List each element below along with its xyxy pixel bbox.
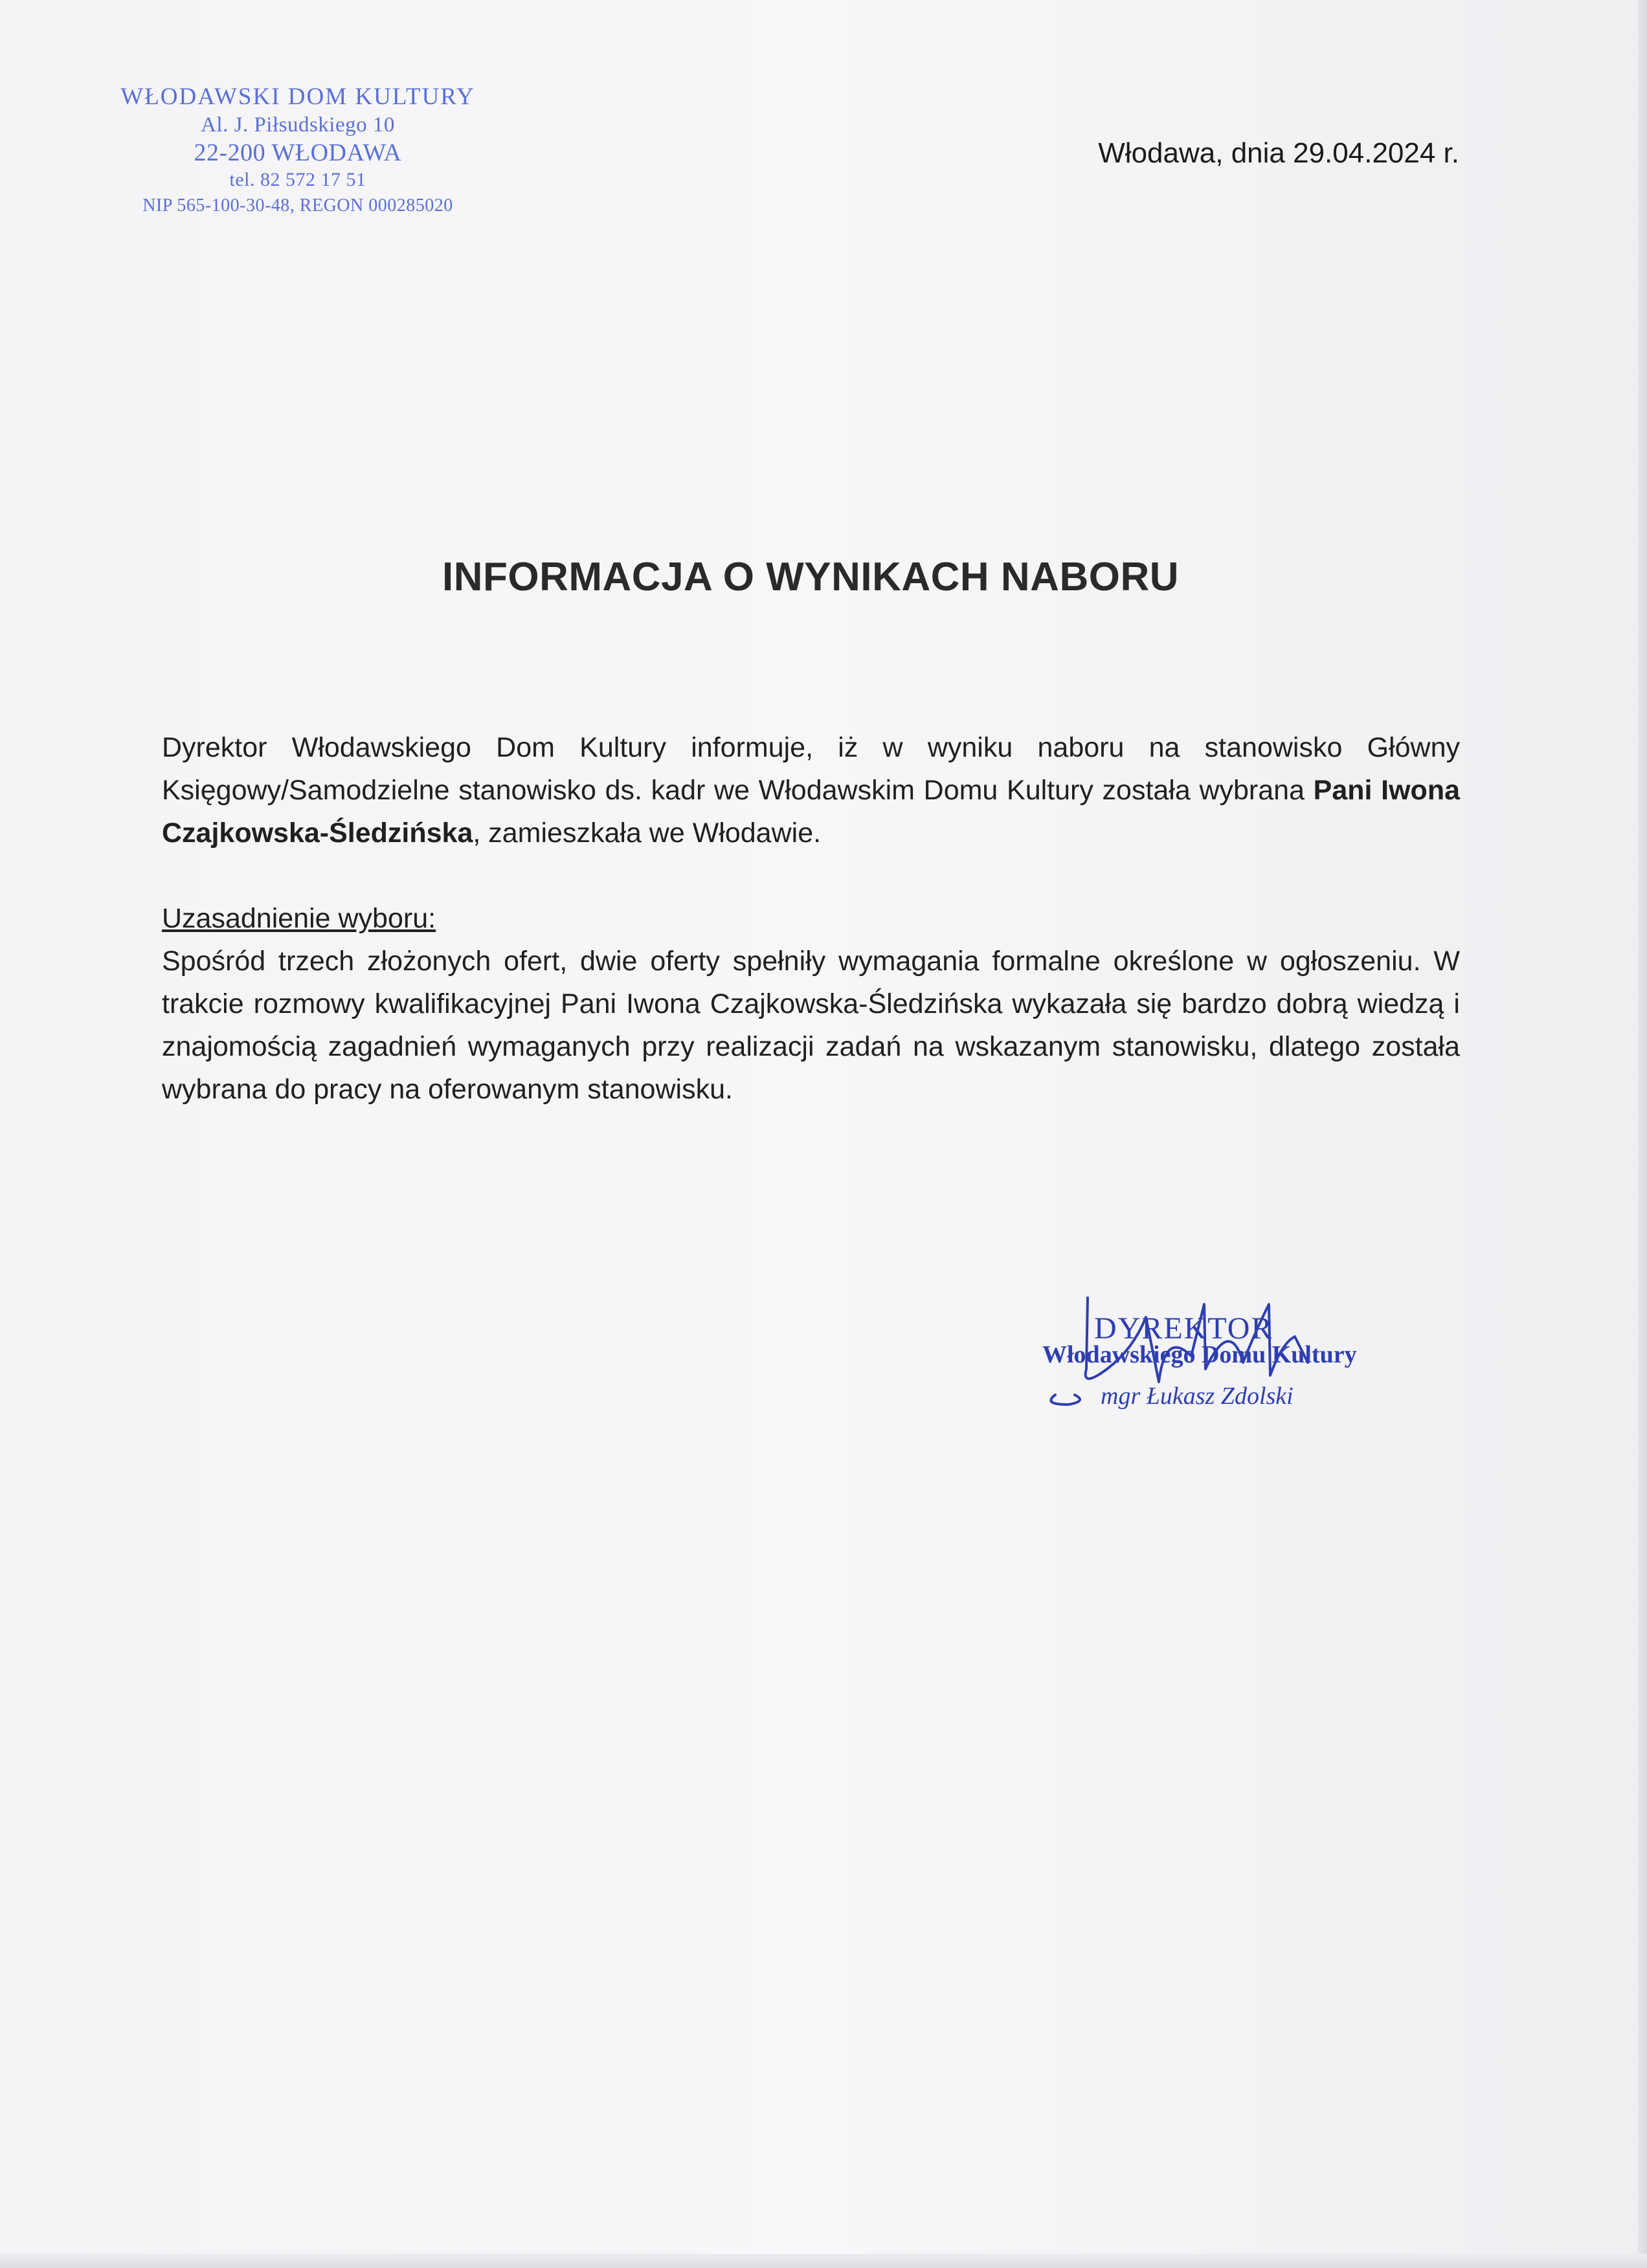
stamp-city: 22-200 WŁODAWA <box>194 139 402 166</box>
justification-heading <box>162 897 1460 940</box>
signature-title: DYREKTOR <box>1094 1311 1273 1346</box>
selected-candidate: Pani Iwona Czajkowska-Śledzińska <box>162 775 1460 849</box>
justification-text: Spośród trzech złożonych ofert, dwie oferty spełniły wymagania formalne określone w ogłoszeniu. W trakcie rozmowy kwalifikacyjnej Pani Iwona Czajkowska-Śledzińska wykazała się bardzo dobrą wiedzą i znajomością zagadnień wymaganych przy realizacji zadań na wskazanym stanowisku, dlatego została wybrana do pracy na oferowanym stanowisku. <box>162 946 1460 1105</box>
result-paragraph <box>162 726 1460 854</box>
institution-stamp <box>110 83 486 219</box>
handwritten-signature-icon <box>1036 1291 1347 1434</box>
stamp-street: Al. J. Piłsudskiego 10 <box>201 113 395 137</box>
director-signature-stamp <box>1036 1291 1357 1434</box>
stamp-phone: tel. 82 572 17 51 <box>229 169 366 190</box>
justification-heading-text: Uzasadnienie wyboru: <box>162 903 436 934</box>
page-edge-shadow <box>1638 0 1647 2268</box>
paragraph-gap <box>162 854 1460 897</box>
stamp-ids: NIP 565-100-30-48, REGON 000285020 <box>142 195 453 216</box>
document-body <box>162 726 1460 1111</box>
result-lead: Dyrektor Włodawskiego Dom Kultury informuje, iż w wyniku naboru na stanowisko Główny Księgowy/Samodzielne stanowisko ds. kadr we Włodawskim Domu Kultury została wybrana <box>162 732 1460 806</box>
page-bottom-shadow <box>0 2254 1647 2268</box>
document-title: INFORMACJA O WYNIKACH NABORU <box>442 555 1179 599</box>
document-date: Włodawa, dnia 29.04.2024 r. <box>1098 137 1459 169</box>
result-tail: , zamieszkała we Włodawie. <box>473 817 822 849</box>
signature-org: Włodawskiego Domu Kultury <box>1042 1341 1357 1368</box>
signature-name: mgr Łukasz Zdolski <box>1101 1383 1294 1410</box>
stamp-name: WŁODAWSKI DOM KULTURY <box>120 83 475 110</box>
